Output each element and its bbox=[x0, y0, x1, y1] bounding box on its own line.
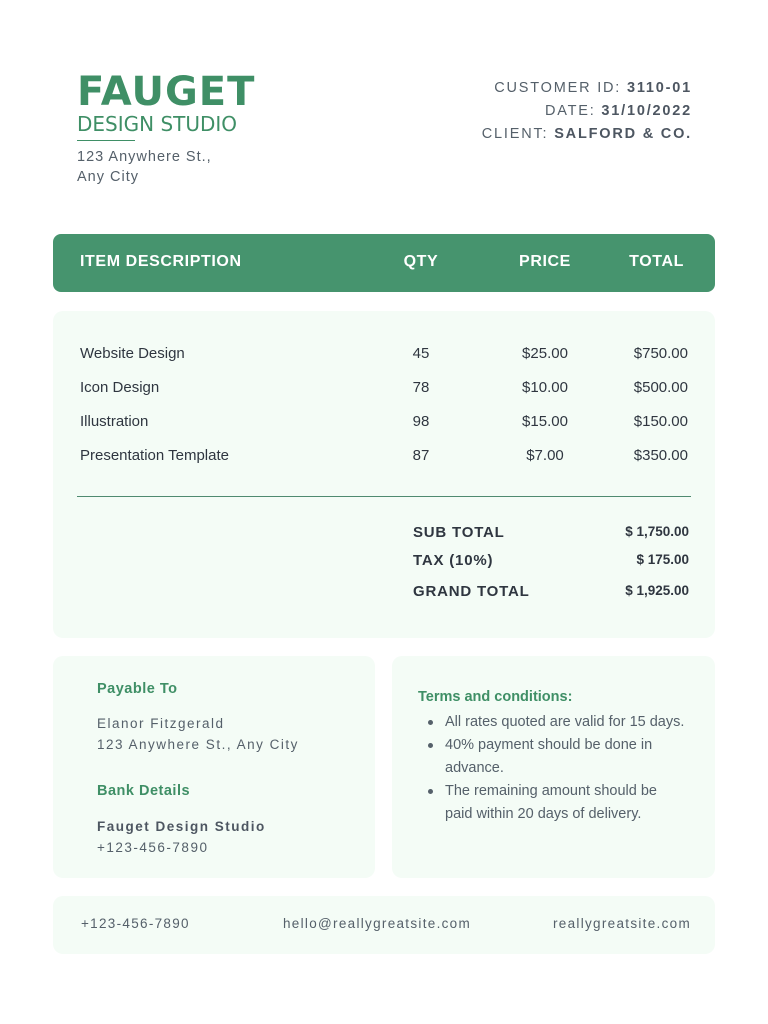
terms-item: The remaining amount should be paid within 20 days of delivery. bbox=[428, 780, 688, 826]
subtotal-value: $ 1,750.00 bbox=[625, 524, 689, 539]
company-address-line2: Any City bbox=[77, 169, 139, 185]
customer-id-value: 3110-01 bbox=[626, 80, 692, 96]
header-total: TOTAL bbox=[629, 253, 684, 270]
table-header bbox=[53, 234, 715, 292]
grand-total-value: $ 1,925.00 bbox=[625, 583, 689, 598]
tax-row bbox=[413, 552, 689, 572]
terms-item: All rates quoted are valid for 15 days. bbox=[428, 711, 688, 734]
bank-account-name: Fauget Design Studio bbox=[97, 819, 266, 834]
table-row bbox=[53, 345, 715, 365]
terms-list bbox=[428, 711, 688, 826]
client-value: SALFORD & CO. bbox=[554, 126, 692, 142]
terms-heading: Terms and conditions: bbox=[418, 689, 573, 705]
customer-id-label: CUSTOMER ID: bbox=[494, 80, 622, 96]
footer-email[interactable]: hello@reallygreatsite.com bbox=[283, 916, 472, 931]
payee-address: 123 Anywhere St., Any City bbox=[97, 737, 299, 752]
row-qty: 78 bbox=[412, 379, 430, 396]
terms-card bbox=[392, 656, 715, 878]
client-label: CLIENT: bbox=[481, 126, 549, 142]
grand-total-label: GRAND TOTAL bbox=[413, 583, 530, 600]
row-qty: 45 bbox=[412, 345, 430, 362]
row-description: Icon Design bbox=[80, 379, 160, 396]
footer-contact-bar bbox=[53, 896, 715, 954]
row-price: $15.00 bbox=[522, 413, 568, 430]
header-qty: QTY bbox=[403, 253, 439, 270]
brand-underline bbox=[77, 140, 135, 141]
table-divider bbox=[77, 496, 691, 497]
row-description: Website Design bbox=[80, 345, 185, 362]
client-line bbox=[482, 123, 692, 146]
customer-id-line bbox=[482, 77, 692, 100]
header-item-description: ITEM DESCRIPTION bbox=[80, 253, 242, 270]
subtotal-row bbox=[413, 524, 689, 544]
subtotal-label: SUB TOTAL bbox=[413, 524, 505, 541]
company-name: FAUGET bbox=[77, 69, 256, 115]
footer-phone: +123-456-7890 bbox=[81, 916, 190, 931]
invoice-meta bbox=[482, 77, 692, 146]
payee-name: Elanor Fitzgerald bbox=[97, 716, 225, 731]
row-price: $7.00 bbox=[526, 447, 564, 464]
company-address-line1: 123 Anywhere St., bbox=[77, 149, 212, 165]
row-total: $500.00 bbox=[633, 379, 688, 396]
row-qty: 98 bbox=[412, 413, 430, 430]
row-qty: 87 bbox=[412, 447, 430, 464]
row-price: $25.00 bbox=[522, 345, 568, 362]
header-price: PRICE bbox=[519, 253, 571, 270]
payable-to-details bbox=[97, 713, 299, 755]
payable-to-heading: Payable To bbox=[97, 681, 178, 697]
items-panel bbox=[53, 311, 715, 638]
footer-website[interactable]: reallygreatsite.com bbox=[553, 916, 691, 931]
bank-phone: +123-456-7890 bbox=[97, 840, 209, 855]
row-total: $750.00 bbox=[633, 345, 688, 362]
row-description: Presentation Template bbox=[80, 447, 229, 464]
row-description: Illustration bbox=[80, 413, 149, 430]
date-label: DATE: bbox=[544, 103, 596, 119]
grand-total-row bbox=[413, 583, 689, 603]
row-price: $10.00 bbox=[522, 379, 568, 396]
table-row bbox=[53, 379, 715, 399]
tax-label: TAX (10%) bbox=[413, 552, 494, 569]
bank-details bbox=[97, 816, 266, 858]
table-row bbox=[53, 413, 715, 433]
row-total: $350.00 bbox=[633, 447, 688, 464]
date-value: 31/10/2022 bbox=[601, 103, 692, 119]
payment-info-card bbox=[53, 656, 375, 878]
company-address bbox=[77, 147, 255, 187]
brand-block bbox=[77, 70, 255, 187]
company-subtitle: DESIGN STUDIO bbox=[77, 112, 238, 136]
tax-value: $ 175.00 bbox=[636, 552, 689, 567]
date-line bbox=[482, 100, 692, 123]
bank-details-heading: Bank Details bbox=[97, 783, 191, 799]
terms-item: 40% payment should be done in advance. bbox=[428, 734, 688, 780]
row-total: $150.00 bbox=[633, 413, 688, 430]
table-row bbox=[53, 447, 715, 467]
